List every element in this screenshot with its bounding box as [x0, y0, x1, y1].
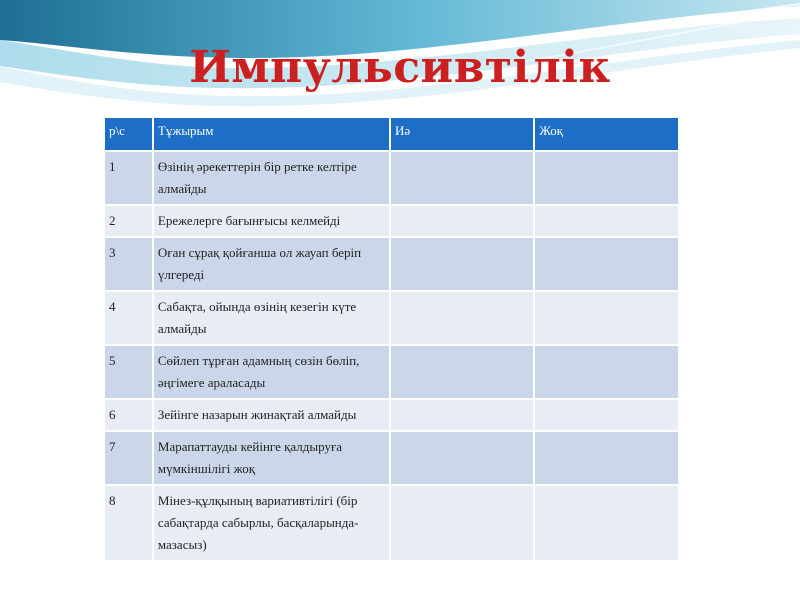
row-no-cell[interactable]	[535, 486, 678, 560]
header-number: р\с	[105, 118, 152, 150]
table-row	[105, 346, 678, 398]
row-number: 4	[105, 292, 152, 344]
row-statement: Оған сұрақ қойғанша ол жауап беріп үлгереді	[154, 238, 389, 290]
row-statement: Сабақта, ойында өзінің кезегін күте алмайды	[154, 292, 389, 344]
table-row	[105, 238, 678, 290]
row-statement: Мінез-құлқының вариативтілігі (бір сабақтарда сабырлы, басқаларында-мазасыз)	[154, 486, 389, 560]
row-no-cell[interactable]	[535, 346, 678, 398]
row-no-cell[interactable]	[535, 400, 678, 430]
row-yes-cell[interactable]	[391, 486, 533, 560]
table-row	[105, 152, 678, 204]
row-no-cell[interactable]	[535, 206, 678, 236]
table-row	[105, 292, 678, 344]
row-yes-cell[interactable]	[391, 152, 533, 204]
row-no-cell[interactable]	[535, 432, 678, 484]
table-row	[105, 486, 678, 560]
table-row	[105, 206, 678, 236]
row-number: 1	[105, 152, 152, 204]
row-statement: Зейінге назарын жинақтай алмайды	[154, 400, 389, 430]
row-statement: Марапаттауды кейінге қалдыруға мүмкіншілігі жоқ	[154, 432, 389, 484]
table-header-row	[105, 118, 678, 150]
row-number: 7	[105, 432, 152, 484]
survey-table	[103, 116, 680, 562]
row-yes-cell[interactable]	[391, 432, 533, 484]
row-yes-cell[interactable]	[391, 238, 533, 290]
row-yes-cell[interactable]	[391, 346, 533, 398]
row-number: 5	[105, 346, 152, 398]
row-number: 8	[105, 486, 152, 560]
header-no: Жоқ	[535, 118, 678, 150]
row-yes-cell[interactable]	[391, 400, 533, 430]
row-no-cell[interactable]	[535, 238, 678, 290]
row-number: 6	[105, 400, 152, 430]
row-no-cell[interactable]	[535, 152, 678, 204]
header-yes: Иә	[391, 118, 533, 150]
row-no-cell[interactable]	[535, 292, 678, 344]
row-yes-cell[interactable]	[391, 292, 533, 344]
page-title: Импульсивтілік	[189, 42, 611, 93]
table-row	[105, 400, 678, 430]
row-yes-cell[interactable]	[391, 206, 533, 236]
row-statement: Ережелерге бағынғысы келмейді	[154, 206, 389, 236]
row-number: 2	[105, 206, 152, 236]
row-statement: Өзінің әрекеттерін бір ретке келтіре алмайды	[154, 152, 389, 204]
table-row	[105, 432, 678, 484]
row-number: 3	[105, 238, 152, 290]
header-statement: Тұжырым	[154, 118, 389, 150]
row-statement: Сөйлеп тұрған адамның сөзін бөліп, әңгімеге араласады	[154, 346, 389, 398]
